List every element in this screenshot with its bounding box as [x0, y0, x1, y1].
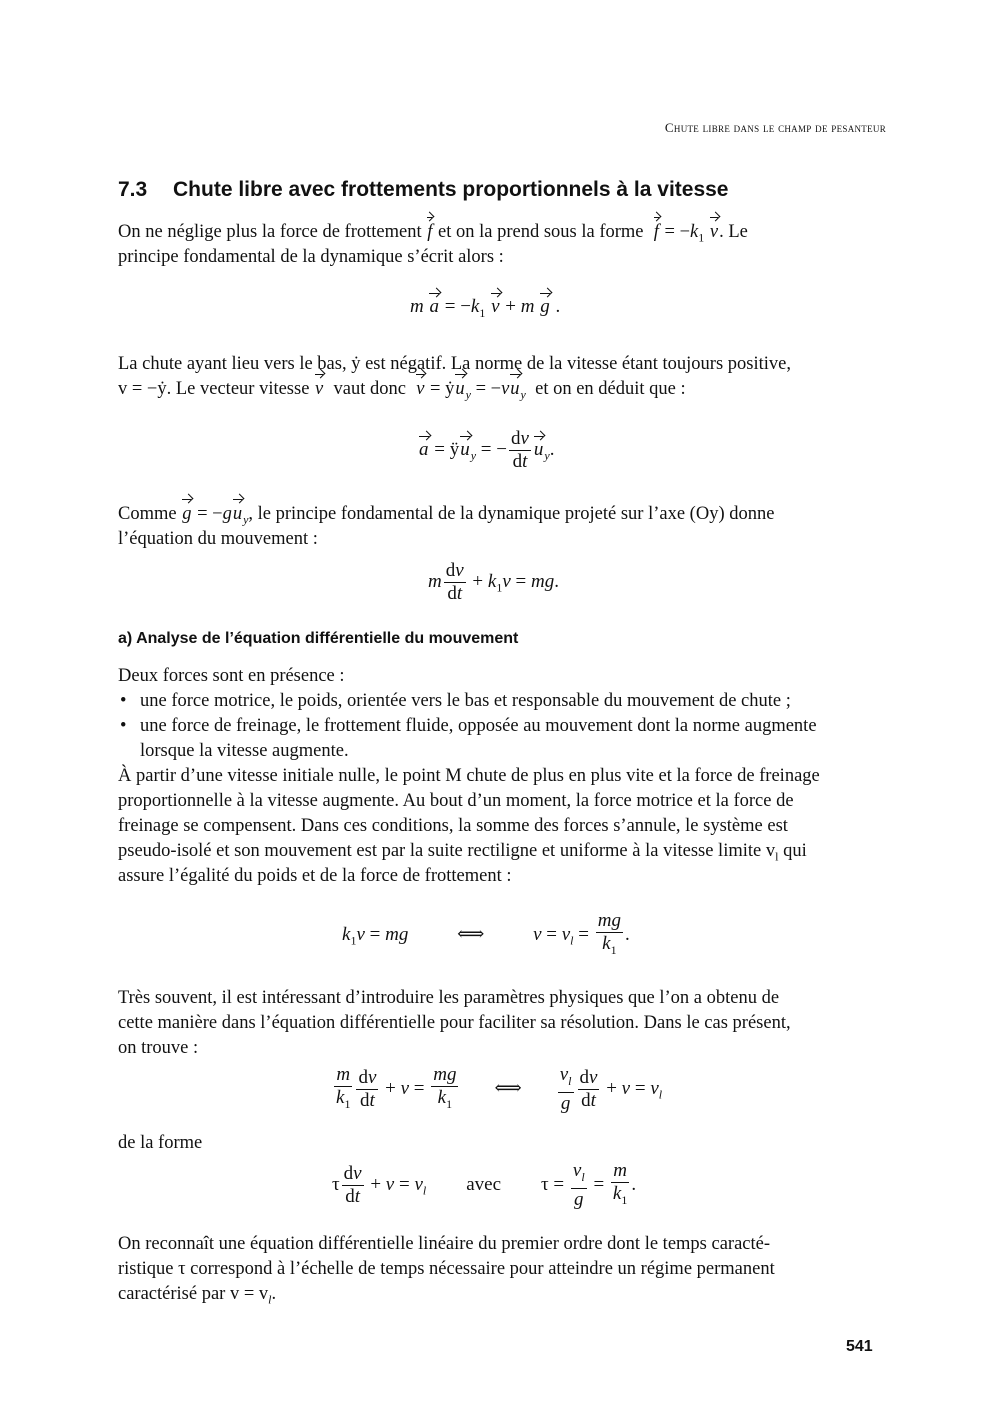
paragraph-intro: On ne néglige plus la force de frottement f et on la prend sous la forme $f = -k_1$ v. Le principe fondamental de la dynamique s’écrit alors :: [118, 222, 748, 267]
paragraph-parameters: Très souvent, il est intéressant d’introduire les paramètres physiques que l’on a obtenu de cette manière dans l’équation différentielle pour faciliter sa résolution. Dans le cas présent, on trouve :: [118, 988, 791, 1058]
equation-acceleration: $a = ÿu_y$ = − $\frac{dv}{dt}$ $u_y$.: [419, 428, 555, 472]
equation-limit-speed: $k_1v$ = mg ⟺ $v = v_l$ = $\frac{mg}{k_1}$ .: [342, 910, 630, 957]
section-number: 7.3: [118, 178, 148, 201]
paragraph-projection: Comme $g = -gu_y$, le principe fondamental de la dynamique projeté sur l’axe (Oy) donne l’équation du mouvement :: [118, 504, 775, 549]
paragraph-velocity: La chute ayant lieu vers le bas, ẏ est négatif. La norme de la vitesse étant toujours positive, v = −ẏ. Le vecteur vitesse v vaut donc v = ẏu$_y$ = $-vu_y$ et on en déduit que :: [118, 354, 791, 402]
paragraph-limit-speed: À partir d’une vitesse initiale nulle, le point M chute de plus en plus vite et la force de freinage proportionnelle à la vitesse augmente. Au bout d’un moment, la force motrice et la force de freinage se compensent. Dans ces conditions, la somme des forces s’annule, le système est pseudo-isolé et son mouvement est par la suite rectiligne et uniforme à la vitesse limite $v_l$ qui assure l’égalité du poids et de la force de frottement :: [118, 766, 820, 886]
equation-motion: m $\frac{dv}{dt}$ + $k_1v$ = mg.: [428, 560, 559, 604]
equation-tau: τ $\frac{dv}{dt}$ + $v = v_l$ avec τ = $\frac{v_l}{g}$ = $\frac{m}{k_1}$ .: [332, 1160, 637, 1210]
section-title: Chute libre avec frottements proportionnels à la vitesse: [173, 178, 729, 201]
running-header: Chute libre dans le champ de pesanteur: [664, 120, 886, 135]
subsection-title: a) Analyse de l’équation différentielle du mouvement: [118, 630, 519, 647]
equation-pfd: m $a = -k_1$ v + m g .: [410, 296, 561, 320]
book-page: Chute libre dans le champ de pesanteur 7.3 Chute libre avec frottements proportionnels à la vitesse On ne néglige plus la force de frottement f et on la prend sous la forme $f = -k_1$ v. Le principe fondamental de la dynamique s’écrit alors : m $a = -k_1$ v + m g . La chute ayant lieu vers le bas, ẏ est négatif. La norme de la vitesse étant toujours positive, v = −ẏ. Le vecteur vitesse v vaut donc v = ẏu$_y$ = $-vu_y$ et on en déduit que : $a = ÿu_y$ = − $\frac{dv}{dt}$ $u_y$. Comme $g = -gu_y$, le principe fondamental de la dynamique projeté sur l’axe (Oy) donne l’équation du mouvement : m $\frac{dv}{dt}$ + $k_1v$ = mg. a) Analyse de l’équation différentielle du mouvement Deux forces sont en présence : • une force motrice, le poids, orientée vers le bas et responsable du mouvement de chute ; • une force de freinage, le frottement fluide, opposée au mouvement dont la norme augmente lorsque la vitesse augmente. À partir d’une vitesse initiale nulle, le point M chute de plus en plus vite et la force de freinage proportionnelle à la vitesse augmente. Au bout d’un moment, la force motrice et la force de freinage se compensent. Dans ces conditions, la somme des forces s’annule, le système est pseudo-isolé et son mouvement est par la suite rectiligne et uniforme à la vitesse limite $v_l$ qui assure l’égalité du poids et de la force de frottement : $k_1v$ = mg ⟺ $v = v_l$ = $\frac{mg}{k_1}$ . Très souvent, il est intéressant d’introduire les paramètres physiques que l’on a obtenu de cette manière dans l’équation différentielle pour faciliter sa résolution. Dans le cas présent, on trouve : $\frac{m}{k_1}$ $\frac{dv}{dt}$ + v = $\frac{mg}{k_1}$ ⟺ $\frac{v_l}{g}$ $\frac{dv}{dt}$ + $v = v_l$ de la forme τ $\frac{dv}{dt}$ + $v = v_l$ avec τ = $\frac{v_l}{g}$ = $\frac{m}{k_1}$ . On reconnaît une équation différentielle linéaire du premier ordre dont le temps caracté- ristique τ correspond à l’échelle de temps nécessaire pour atteindre un régime permanent caractérisé par $v = v_l$. 541: [118, 120, 886, 1355]
list-item: • une force de freinage, le frottement fluide, opposée au mouvement dont la norme augmente lorsque la vitesse augmente.: [120, 716, 817, 761]
paragraph-form: de la forme: [118, 1133, 203, 1153]
page-number: 541: [846, 1338, 873, 1355]
equation-normalized: $\frac{m}{k_1}$ $\frac{dv}{dt}$ + v = $\frac{mg}{k_1}$ ⟺ $\frac{v_l}{g}$ $\frac{dv}{dt}$ + $v = v_l$: [336, 1064, 663, 1114]
paragraph-conclusion: On reconnaît une équation différentielle linéaire du premier ordre dont le temps caracté- ristique τ correspond à l’échelle de temps nécessaire pour atteindre un régime permanent caractérisé par $v = v_l$.: [118, 1234, 775, 1307]
paragraph-forces-intro: Deux forces sont en présence :: [118, 666, 345, 686]
section-heading: [118, 178, 729, 202]
